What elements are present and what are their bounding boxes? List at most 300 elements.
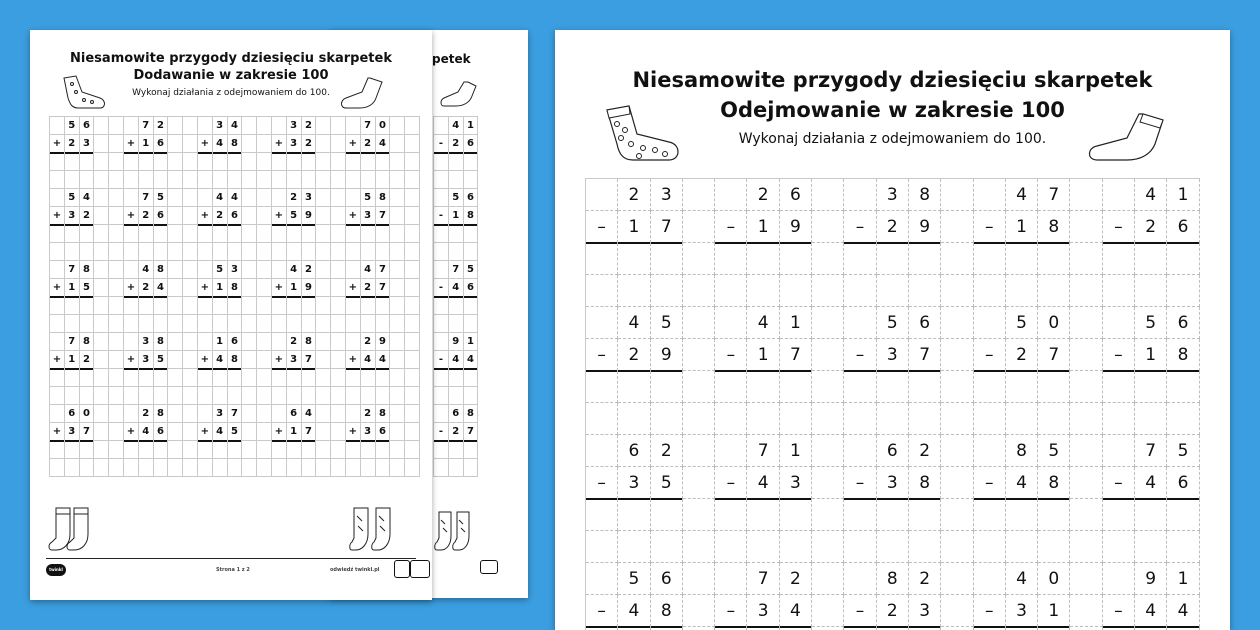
grid-cell (109, 441, 124, 459)
grid-cell (376, 315, 391, 333)
grid-cell (168, 459, 183, 477)
answer-line (715, 498, 746, 500)
grid-cell (780, 371, 812, 403)
grid-cell (109, 261, 124, 279)
answer-line (376, 224, 390, 226)
grid-cell (1135, 499, 1167, 531)
answer-line (1038, 626, 1069, 628)
grid-cell (346, 405, 361, 423)
grid-cell (228, 387, 243, 405)
grid-cell (168, 153, 183, 171)
grid-row (434, 117, 478, 135)
grid-cell (228, 243, 243, 261)
grid-cell (168, 315, 183, 333)
operator-sign: + (346, 135, 361, 153)
answer-line (877, 242, 908, 244)
grid-cell (844, 563, 876, 595)
operator-sign: – (586, 595, 618, 627)
grid-cell (272, 171, 287, 189)
answer-line (618, 242, 649, 244)
dotted-sock-icon (603, 104, 689, 166)
digit-tens: 5 (1135, 307, 1167, 339)
grid-cell (242, 279, 257, 297)
grid-cell (405, 189, 420, 207)
digit-tens: 1 (139, 135, 154, 153)
digit-tens: 2 (1006, 339, 1038, 371)
grid-cell (586, 403, 618, 435)
grid-cell (287, 441, 302, 459)
grid-cell (464, 459, 479, 477)
grid-cell (287, 315, 302, 333)
grid-cell (464, 369, 479, 387)
grid-cell: - (434, 279, 449, 297)
digit-tens: 3 (877, 179, 909, 211)
grid-cell (683, 339, 715, 371)
grid-cell (1167, 243, 1199, 275)
answer-line (361, 224, 375, 226)
digit-ones: 8 (1167, 339, 1199, 371)
grid-cell: - (434, 423, 449, 441)
digit-tens: 4 (213, 423, 228, 441)
grid-cell (331, 207, 346, 225)
digit-tens: 2 (361, 135, 376, 153)
operator-sign: – (1103, 595, 1135, 627)
grid-cell (183, 153, 198, 171)
operator-sign: – (844, 211, 876, 243)
grid-row (586, 211, 1200, 243)
digit-ones: 5 (1038, 435, 1070, 467)
grid-cell (434, 459, 449, 477)
answer-line (198, 296, 212, 298)
grid-cell (390, 423, 405, 441)
digit-ones: 2 (302, 117, 317, 135)
grid-cell (405, 459, 420, 477)
grid-cell (434, 369, 449, 387)
grid-row (50, 207, 420, 225)
grid-cell (302, 297, 317, 315)
grid-cell (213, 243, 228, 261)
answer-line (651, 242, 682, 244)
grid-cell (316, 315, 331, 333)
answer-line (361, 368, 375, 370)
grid-cell (683, 499, 715, 531)
digit-ones: 1 (780, 435, 812, 467)
grid-cell (390, 279, 405, 297)
answer-line (198, 440, 212, 442)
grid-cell (844, 179, 876, 211)
grid-cell (242, 459, 257, 477)
grid-cell (434, 315, 449, 333)
grid-cell (154, 459, 169, 477)
grid-cell: 1 (464, 333, 479, 351)
grid-row (586, 435, 1200, 467)
grid-cell (94, 135, 109, 153)
grid-cell (183, 171, 198, 189)
digit-tens: 7 (139, 189, 154, 207)
grid-cell (449, 441, 464, 459)
grid-row (434, 369, 478, 387)
grid-cell (390, 351, 405, 369)
grid-cell (390, 333, 405, 351)
grid-cell (877, 403, 909, 435)
grid-cell (50, 315, 65, 333)
grid-row (434, 189, 478, 207)
grid-cell (941, 371, 973, 403)
answer-line (464, 440, 478, 442)
answer-line (909, 242, 940, 244)
grid-cell (331, 225, 346, 243)
grid-cell (877, 531, 909, 563)
grid-cell (198, 387, 213, 405)
grid-cell (974, 563, 1006, 595)
grid-cell (198, 243, 213, 261)
answer-line (1167, 626, 1198, 628)
grid-cell (228, 153, 243, 171)
grid-cell (154, 315, 169, 333)
answer-line (434, 296, 448, 298)
grid-cell (1135, 275, 1167, 307)
grid-cell (257, 405, 272, 423)
digit-tens: 1 (618, 211, 650, 243)
grid-cell (242, 153, 257, 171)
grid-cell (812, 179, 844, 211)
grid-cell (376, 225, 391, 243)
grid-cell (272, 297, 287, 315)
grid-cell (361, 459, 376, 477)
answer-line (228, 296, 242, 298)
answer-line (287, 440, 301, 442)
grid-cell (154, 387, 169, 405)
grid-row (50, 279, 420, 297)
grid-cell (331, 171, 346, 189)
grid-row (434, 441, 478, 459)
grid-row (50, 189, 420, 207)
grid-cell (974, 275, 1006, 307)
grid-cell (213, 369, 228, 387)
operator-sign: + (272, 207, 287, 225)
grid-cell (183, 441, 198, 459)
grid-cell (80, 243, 95, 261)
grid-cell (183, 423, 198, 441)
socks-pair-icon (348, 504, 400, 556)
grid-cell (124, 153, 139, 171)
answer-line (586, 498, 617, 500)
grid-cell (50, 459, 65, 477)
grid-cell (405, 225, 420, 243)
answer-line (302, 152, 316, 154)
answer-line (287, 296, 301, 298)
grid-cell (316, 387, 331, 405)
operator-sign: + (50, 279, 65, 297)
grid-cell (780, 243, 812, 275)
grid-cell (1103, 371, 1135, 403)
digit-tens: 3 (287, 135, 302, 153)
grid-cell (941, 243, 973, 275)
grid-cell (139, 243, 154, 261)
digit-ones: 9 (302, 279, 317, 297)
grid-cell (618, 499, 650, 531)
grid-row (586, 595, 1200, 627)
grid-cell (780, 499, 812, 531)
grid-cell (434, 225, 449, 243)
grid-cell (941, 595, 973, 627)
grid-row (434, 297, 478, 315)
grid-cell (683, 467, 715, 499)
grid-cell: 8 (464, 207, 479, 225)
sock-outline-icon (1083, 110, 1169, 166)
grid-cell (974, 435, 1006, 467)
answer-line (272, 296, 286, 298)
digit-ones: 6 (651, 563, 683, 595)
grid-cell (316, 279, 331, 297)
page-number: Strona 1 z 2 (216, 567, 250, 573)
grid-cell (287, 243, 302, 261)
grid-cell (780, 403, 812, 435)
operator-sign: + (346, 423, 361, 441)
footer-divider (46, 558, 416, 559)
grid-cell (316, 369, 331, 387)
grid-cell (228, 225, 243, 243)
answer-line (228, 224, 242, 226)
grid-cell (844, 275, 876, 307)
grid-cell (683, 435, 715, 467)
grid-cell (405, 207, 420, 225)
quality-badge (394, 560, 410, 578)
grid-cell (316, 441, 331, 459)
digit-tens: 3 (361, 207, 376, 225)
grid-cell (747, 499, 779, 531)
grid-cell (390, 135, 405, 153)
grid-cell (50, 333, 65, 351)
grid-cell (228, 441, 243, 459)
digit-tens: 4 (1006, 467, 1038, 499)
worksheet-subtraction (555, 30, 1230, 630)
answer-line (434, 224, 448, 226)
grid-cell (198, 297, 213, 315)
grid-cell (464, 441, 479, 459)
grid-cell (302, 441, 317, 459)
grid-cell (909, 531, 941, 563)
grid-cell (168, 333, 183, 351)
operator-sign: – (1103, 211, 1135, 243)
digit-tens: 7 (1135, 435, 1167, 467)
grid-cell (109, 171, 124, 189)
grid-cell (974, 531, 1006, 563)
answer-line (909, 370, 940, 372)
grid-cell (94, 261, 109, 279)
grid-cell (109, 225, 124, 243)
grid-row (586, 371, 1200, 403)
grid-cell (316, 423, 331, 441)
grid-cell (272, 225, 287, 243)
digit-tens: 2 (618, 339, 650, 371)
twinkl-badge (480, 560, 498, 574)
answer-line (287, 224, 301, 226)
answer-line (50, 368, 64, 370)
answer-line (213, 224, 227, 226)
grid-cell (50, 243, 65, 261)
grid-cell (302, 369, 317, 387)
grid-cell (651, 403, 683, 435)
grid-row (434, 279, 478, 297)
grid-cell (257, 315, 272, 333)
grid-row (434, 315, 478, 333)
digit-tens: 3 (877, 339, 909, 371)
digit-ones: 5 (154, 189, 169, 207)
grid-cell (242, 351, 257, 369)
grid-cell (139, 459, 154, 477)
grid-cell (1103, 275, 1135, 307)
grid-cell (449, 315, 464, 333)
digit-ones: 7 (376, 279, 391, 297)
grid-cell (287, 171, 302, 189)
answer-line (974, 626, 1005, 628)
grid-cell (183, 207, 198, 225)
answer-line (302, 296, 316, 298)
grid-cell (168, 117, 183, 135)
digit-tens: 5 (287, 207, 302, 225)
answer-line (228, 440, 242, 442)
operator-sign: – (586, 211, 618, 243)
grid-cell (376, 459, 391, 477)
grid-cell (909, 275, 941, 307)
grid-cell (390, 153, 405, 171)
grid-cell (683, 403, 715, 435)
grid-cell (168, 261, 183, 279)
digit-tens: 2 (213, 207, 228, 225)
grid-cell (316, 207, 331, 225)
digit-ones: 8 (376, 189, 391, 207)
digit-tens: 2 (65, 135, 80, 153)
grid-cell: 6 (464, 135, 479, 153)
grid-cell (257, 333, 272, 351)
operator-sign: – (1103, 339, 1135, 371)
answer-line (65, 368, 79, 370)
answer-line (780, 626, 811, 628)
operator-sign: + (272, 423, 287, 441)
grid-cell (747, 403, 779, 435)
digit-ones: 8 (909, 179, 941, 211)
grid-cell (80, 387, 95, 405)
grid-cell (941, 563, 973, 595)
answer-line (651, 370, 682, 372)
answer-line (747, 242, 778, 244)
digit-ones: 8 (228, 135, 243, 153)
digit-ones: 4 (80, 189, 95, 207)
answer-line (449, 368, 463, 370)
grid-cell (449, 387, 464, 405)
grid-cell (586, 499, 618, 531)
grid-cell (390, 243, 405, 261)
grid-row (434, 405, 478, 423)
grid-cell (390, 369, 405, 387)
grid-cell (94, 333, 109, 351)
grid-cell (183, 405, 198, 423)
operator-sign: + (124, 207, 139, 225)
grid-cell (1103, 403, 1135, 435)
grid-cell (242, 189, 257, 207)
grid-cell (715, 179, 747, 211)
grid-cell (361, 297, 376, 315)
answer-line (464, 296, 478, 298)
digit-ones: 2 (651, 435, 683, 467)
grid-cell (405, 279, 420, 297)
grid-cell (198, 153, 213, 171)
grid-cell (941, 179, 973, 211)
digit-tens: 3 (287, 117, 302, 135)
grid-row (50, 171, 420, 189)
grid-cell (941, 467, 973, 499)
operator-sign: + (198, 135, 213, 153)
grid-cell (109, 117, 124, 135)
grid-cell (434, 405, 449, 423)
answer-line (50, 152, 64, 154)
grid-cell (361, 171, 376, 189)
grid-cell (844, 435, 876, 467)
grid-cell (331, 441, 346, 459)
grid-cell (94, 117, 109, 135)
worksheet-addition (30, 30, 432, 600)
digit-tens: 5 (213, 261, 228, 279)
grid-cell (331, 189, 346, 207)
answer-line (1167, 498, 1198, 500)
grid-cell (65, 441, 80, 459)
grid-cell (198, 261, 213, 279)
grid-cell (168, 351, 183, 369)
grid-cell (376, 243, 391, 261)
operator-sign: + (124, 279, 139, 297)
grid-cell (331, 135, 346, 153)
grid-cell (844, 307, 876, 339)
grid-cell (974, 371, 1006, 403)
answer-line (909, 498, 940, 500)
digit-tens: 8 (877, 563, 909, 595)
digit-ones: 7 (302, 351, 317, 369)
grid-cell: 1 (464, 117, 479, 135)
answer-line (844, 370, 875, 372)
grid-cell (94, 369, 109, 387)
answer-line (780, 498, 811, 500)
grid-cell (941, 435, 973, 467)
answer-line (124, 296, 138, 298)
grid-cell (272, 189, 287, 207)
grid-cell (272, 387, 287, 405)
grid-cell (124, 459, 139, 477)
digit-ones: 4 (376, 135, 391, 153)
grid-row (50, 261, 420, 279)
grid-cell (346, 297, 361, 315)
digit-tens: 6 (65, 405, 80, 423)
grid-cell (434, 387, 449, 405)
grid-cell (812, 467, 844, 499)
answer-line (1167, 242, 1198, 244)
grid-cell (124, 261, 139, 279)
grid-row (434, 459, 478, 477)
socks-pair-icon (46, 504, 102, 556)
digit-ones: 5 (154, 351, 169, 369)
grid-cell (50, 405, 65, 423)
grid-cell (257, 459, 272, 477)
grid-cell (747, 371, 779, 403)
answer-line (80, 152, 94, 154)
answer-line (154, 296, 168, 298)
grid-cell (168, 423, 183, 441)
grid-cell (287, 297, 302, 315)
digit-tens: 1 (213, 279, 228, 297)
grid-cell (449, 243, 464, 261)
grid-cell (812, 339, 844, 371)
grid-cell (272, 369, 287, 387)
